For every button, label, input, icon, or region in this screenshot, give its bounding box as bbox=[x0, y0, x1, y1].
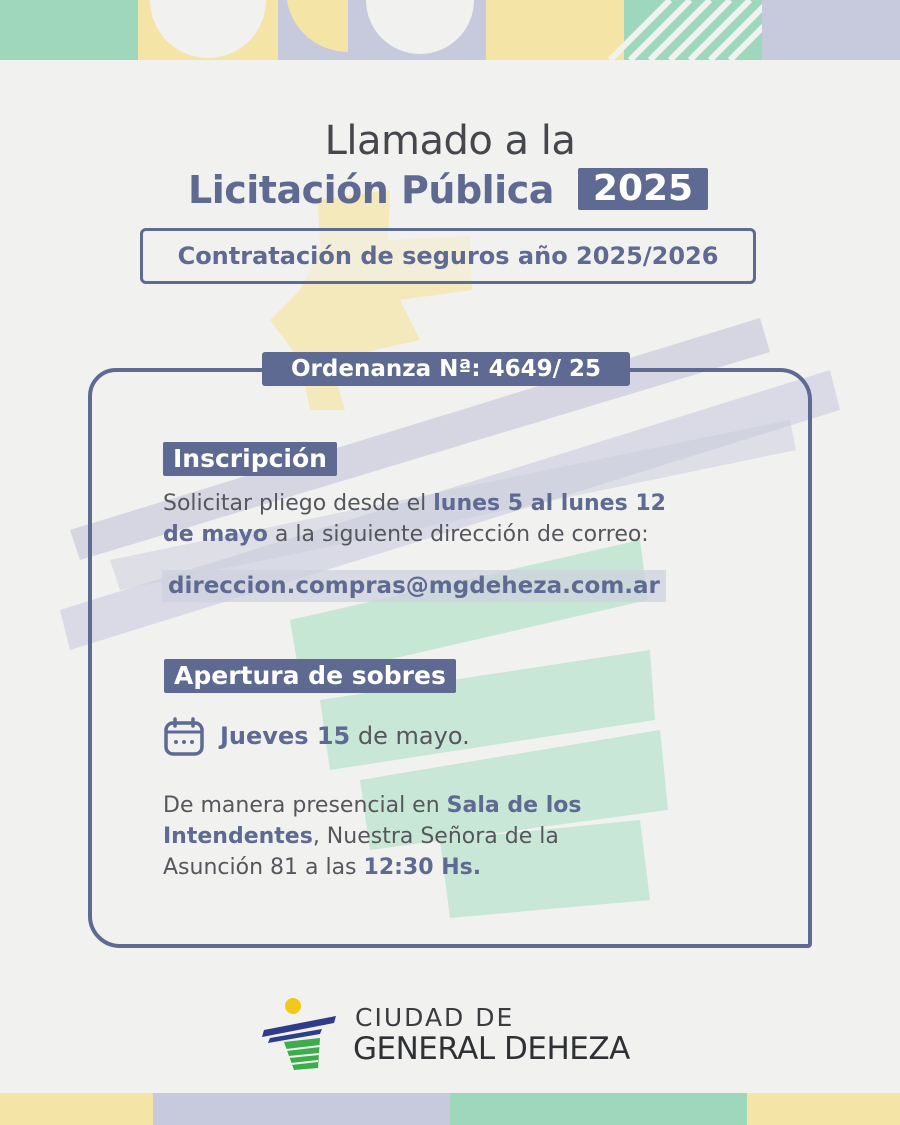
inscripcion-month: de mayo bbox=[163, 522, 268, 547]
logo-line-2: GENERAL DEHEZA bbox=[353, 1031, 630, 1067]
inscripcion-text-post: a la siguiente dirección de correo: bbox=[267, 522, 649, 547]
ordenanza-badge: Ordenanza Nª: 4649/ 25 bbox=[262, 352, 630, 386]
email-link[interactable]: direccion.compras@mgdeheza.com.ar bbox=[162, 570, 666, 602]
city-logo-icon bbox=[262, 996, 342, 1072]
year-badge: 2025 bbox=[578, 168, 708, 210]
apertura-date bbox=[220, 722, 470, 750]
title-line-1: Llamado a la bbox=[324, 118, 576, 164]
inscripcion-dates: lunes 5 al lunes 12 bbox=[433, 491, 666, 516]
inscripcion-text-pre: Solicitar pliego desde el bbox=[163, 491, 434, 516]
location-text-1: De manera presencial en bbox=[163, 793, 447, 818]
bottom-decorative-strip bbox=[0, 1093, 900, 1125]
location-time: 12:30 Hs. bbox=[363, 855, 482, 880]
calendar-icon bbox=[163, 717, 205, 757]
inscripcion-text bbox=[163, 488, 666, 550]
apertura-location bbox=[163, 790, 581, 883]
apertura-label: Apertura de sobres bbox=[164, 659, 456, 693]
apertura-day: Jueves 15 bbox=[220, 722, 351, 750]
apertura-date-rest: de mayo. bbox=[350, 722, 470, 750]
subtitle-box: Contratación de seguros año 2025/2026 bbox=[140, 228, 756, 284]
location-place-2: Intendentes bbox=[163, 824, 313, 849]
title-line-2: Licitación Pública bbox=[188, 168, 554, 212]
logo-line-1: CIUDAD DE bbox=[355, 1003, 515, 1032]
location-text-3: Asunción 81 a las bbox=[163, 855, 364, 880]
location-text-2: , Nuestra Señora de la bbox=[312, 824, 559, 849]
inscripcion-label: Inscripción bbox=[163, 442, 337, 476]
location-place-1: Sala de los bbox=[446, 793, 582, 818]
